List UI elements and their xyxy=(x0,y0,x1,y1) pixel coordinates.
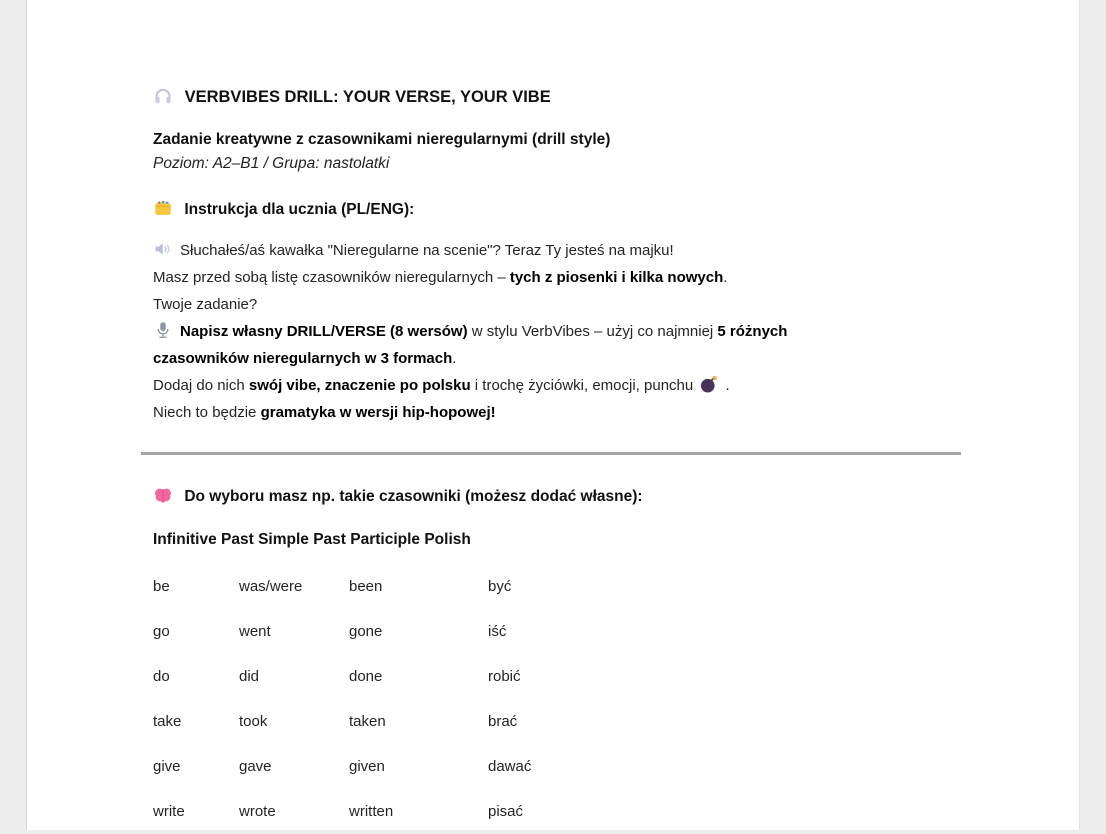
instruction-line-write-verse xyxy=(153,318,961,372)
document-content xyxy=(141,0,961,834)
cell-past-participle: done xyxy=(349,667,383,685)
table-row xyxy=(141,609,961,654)
instruction-line-vibe xyxy=(153,372,961,399)
page-title-text: VERBVIBES DRILL: YOUR VERSE, YOUR VIBE xyxy=(184,88,551,106)
section-divider xyxy=(141,452,961,455)
cell-infinitive: do xyxy=(153,667,170,685)
cell-past-simple: wrote xyxy=(239,802,276,820)
cell-past-participle: given xyxy=(349,757,385,775)
instruction-heading xyxy=(141,198,961,221)
cell-past-participle: been xyxy=(349,577,383,595)
instruction-line-task-question: Twoje zadanie? xyxy=(153,296,258,313)
level-group-line: Poziom: A2–B1 / Grupa: nastolatki xyxy=(153,155,390,172)
instruction-heading-text: Instrukcja dla ucznia (PL/ENG): xyxy=(184,201,415,218)
verbs-heading xyxy=(141,485,961,508)
text-run-bold: tych z piosenki i kilka nowych xyxy=(509,269,724,286)
cell-past-participle: gone xyxy=(349,622,383,640)
cell-infinitive: give xyxy=(153,757,181,775)
cell-past-simple: did xyxy=(239,667,260,685)
cell-infinitive: write xyxy=(153,802,185,820)
verb-table-header: Infinitive Past Simple Past Participle Polish xyxy=(153,530,471,548)
instruction-line-list xyxy=(153,264,961,291)
text-run: . xyxy=(721,377,730,394)
table-row xyxy=(141,564,961,609)
text-run: . xyxy=(723,269,728,286)
table-row xyxy=(141,789,961,834)
text-run-bold: gramatyka w wersji hip-hopowej! xyxy=(260,404,496,421)
cell-polish: brać xyxy=(488,712,518,730)
text-run: Masz przed sobą listę czasowników nieregularnych – xyxy=(153,269,510,286)
page-title xyxy=(141,86,961,108)
cell-past-simple: was/were xyxy=(239,577,303,595)
instruction-line-listen xyxy=(153,237,961,264)
cell-polish: dawać xyxy=(488,757,532,775)
text-run: Słuchałeś/aś kawałka "Nieregularne na scenie"? Teraz Ty jesteś na majku! xyxy=(180,242,674,259)
document-page xyxy=(26,0,1080,830)
card-index-dividers-icon xyxy=(153,198,173,218)
brain-icon xyxy=(153,485,173,505)
cell-polish: być xyxy=(488,577,512,595)
table-row xyxy=(141,699,961,744)
cell-polish: iść xyxy=(488,622,507,640)
bomb-icon xyxy=(699,374,719,394)
text-run: Dodaj do nich xyxy=(153,377,249,394)
cell-infinitive: be xyxy=(153,577,170,595)
text-run: w stylu VerbVibes – użyj co najmniej xyxy=(467,323,718,340)
speaker-sound-icon xyxy=(153,239,173,259)
text-run: Niech to będzie xyxy=(153,404,261,421)
studio-microphone-icon xyxy=(153,320,173,340)
text-run: i trochę życiówki, emocji, punchu xyxy=(470,377,698,394)
verbs-heading-text: Do wyboru masz np. takie czasowniki (możesz dodać własne): xyxy=(184,487,643,505)
cell-polish: robić xyxy=(488,667,521,685)
text-run: . xyxy=(452,350,457,367)
text-run-bold: swój vibe, znaczenie po polsku xyxy=(248,377,471,394)
cell-polish: pisać xyxy=(488,802,524,820)
text-run-bold: 5 różnych xyxy=(717,323,788,340)
cell-infinitive: go xyxy=(153,622,170,640)
table-row xyxy=(141,744,961,789)
cell-past-simple: went xyxy=(239,622,271,640)
cell-past-participle: written xyxy=(349,802,394,820)
cell-past-simple: took xyxy=(239,712,268,730)
text-run-bold: Napisz własny DRILL/VERSE (8 wersów) xyxy=(180,323,468,340)
headphones-icon xyxy=(153,86,173,106)
table-row xyxy=(141,654,961,699)
cell-infinitive: take xyxy=(153,712,182,730)
cell-past-participle: taken xyxy=(349,712,386,730)
cell-past-simple: gave xyxy=(239,757,272,775)
instruction-line-grammar xyxy=(153,399,961,426)
subtitle: Zadanie kreatywne z czasownikami nieregularnymi (drill style) xyxy=(153,131,611,148)
instruction-paragraph xyxy=(141,237,961,426)
text-run-bold: czasowników nieregularnych w 3 formach xyxy=(153,350,453,367)
verb-table xyxy=(141,564,961,834)
